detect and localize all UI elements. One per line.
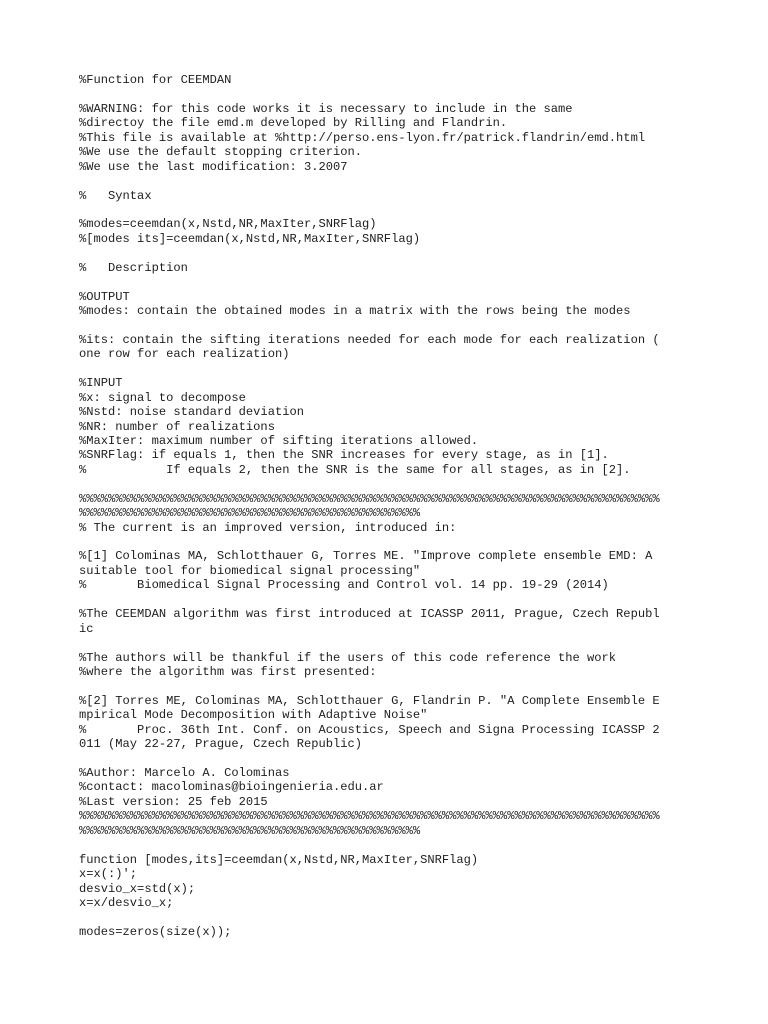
code-line: %its: contain the sifting iterations needed for each mode for each realization (	[79, 332, 660, 347]
code-line: %MaxIter: maximum number of sifting iterations allowed.	[79, 433, 479, 448]
code-listing	[79, 73, 660, 939]
blank-line	[79, 275, 660, 289]
code-line: desvio_x=std(x);	[79, 881, 196, 896]
code-line: % Proc. 36th Int. Conf. on Acoustics, Speech and Signa Processing ICASSP 2	[79, 722, 660, 737]
code-line: %Nstd: noise standard deviation	[79, 405, 304, 420]
code-line: %where the algorithm was first presented:	[79, 664, 377, 679]
code-line: % Biomedical Signal Processing and Control vol. 14 pp. 19-29 (2014)	[79, 578, 609, 593]
code-line: %We use the last modification: 3.2007	[79, 159, 348, 174]
code-line: %WARNING: for this code works it is necessary to include in the same	[79, 101, 573, 116]
blank-line	[79, 752, 660, 766]
code-line: %%%%%%%%%%%%%%%%%%%%%%%%%%%%%%%%%%%%%%%%%%%%%%%	[79, 506, 421, 521]
code-line: %OUTPUT	[79, 289, 130, 304]
code-line: %INPUT	[79, 376, 123, 391]
code-line: %[1] Colominas MA, Schlotthauer G, Torres ME. "Improve complete ensemble EMD: A	[79, 549, 653, 564]
code-line: mpirical Mode Decomposition with Adaptive Noise"	[79, 708, 428, 723]
code-line: ic	[79, 621, 94, 636]
code-line: %directoy the file emd.m developed by Rilling and Flandrin.	[79, 116, 508, 131]
code-line: % The current is an improved version, introduced in:	[79, 520, 457, 535]
blank-line	[79, 679, 660, 693]
blank-line	[79, 477, 660, 491]
code-line: %Author: Marcelo A. Colominas	[79, 766, 290, 780]
code-line: %We use the default stopping criterion.	[79, 145, 363, 160]
code-line: suitable tool for biomedical signal processing"	[79, 563, 421, 578]
blank-line	[79, 174, 660, 188]
code-line: % Description	[79, 260, 188, 275]
blank-line	[79, 246, 660, 260]
code-line: x=x/desvio_x;	[79, 895, 174, 910]
code-line: x=x(:)';	[79, 867, 138, 882]
code-line: %%%%%%%%%%%%%%%%%%%%%%%%%%%%%%%%%%%%%%%%%%%%%%%%%%%%%%%%%%%%%%%%%%%%%%%%%%%%%%%%	[79, 491, 660, 506]
blank-line	[79, 203, 660, 217]
code-line: %%%%%%%%%%%%%%%%%%%%%%%%%%%%%%%%%%%%%%%%%%%%%%%	[79, 823, 421, 838]
blank-line	[79, 87, 660, 101]
code-line: function [modes,its]=ceemdan(x,Nstd,NR,MaxIter,SNRFlag)	[79, 852, 479, 867]
code-line: %modes: contain the obtained modes in a matrix with the rows being the modes	[79, 304, 631, 318]
blank-line	[79, 593, 660, 607]
code-line: %NR: number of realizations	[79, 419, 275, 434]
code-line: % If equals 2, then the SNR is the same for all stages, as in [2].	[79, 462, 631, 477]
code-line: %This file is available at %http://perso.ens-lyon.fr/patrick.flandrin/emd.html	[79, 130, 646, 145]
code-line: %Function for CEEMDAN	[79, 73, 232, 87]
blank-line	[79, 318, 660, 332]
code-line: 011 (May 22-27, Prague, Czech Republic)	[79, 737, 363, 752]
code-line: modes=zeros(size(x));	[79, 924, 232, 939]
code-line: %%%%%%%%%%%%%%%%%%%%%%%%%%%%%%%%%%%%%%%%%%%%%%%%%%%%%%%%%%%%%%%%%%%%%%%%%%%%%%%%	[79, 809, 660, 824]
code-line: %[2] Torres ME, Colominas MA, Schlotthauer G, Flandrin P. "A Complete Ensemble E	[79, 693, 660, 708]
code-line: % Syntax	[79, 188, 152, 203]
blank-line	[79, 535, 660, 549]
blank-line	[79, 362, 660, 376]
code-line: %The authors will be thankful if the users of this code reference the work	[79, 650, 617, 665]
code-line: %[modes its]=ceemdan(x,Nstd,NR,MaxIter,SNRFlag)	[79, 231, 421, 246]
code-line: %The CEEMDAN algorithm was first introduced at ICASSP 2011, Prague, Czech Republ	[79, 607, 660, 622]
blank-line	[79, 910, 660, 924]
code-line: %contact: macolominas@bioingenieria.edu.ar	[79, 780, 384, 795]
blank-line	[79, 636, 660, 650]
code-line: one row for each realization)	[79, 347, 290, 362]
code-line: %modes=ceemdan(x,Nstd,NR,MaxIter,SNRFlag)	[79, 217, 377, 232]
code-line: %Last version: 25 feb 2015	[79, 794, 268, 809]
blank-line	[79, 838, 660, 852]
code-line: %x: signal to decompose	[79, 390, 246, 405]
code-line: %SNRFlag: if equals 1, then the SNR increases for every stage, as in [1].	[79, 448, 609, 463]
